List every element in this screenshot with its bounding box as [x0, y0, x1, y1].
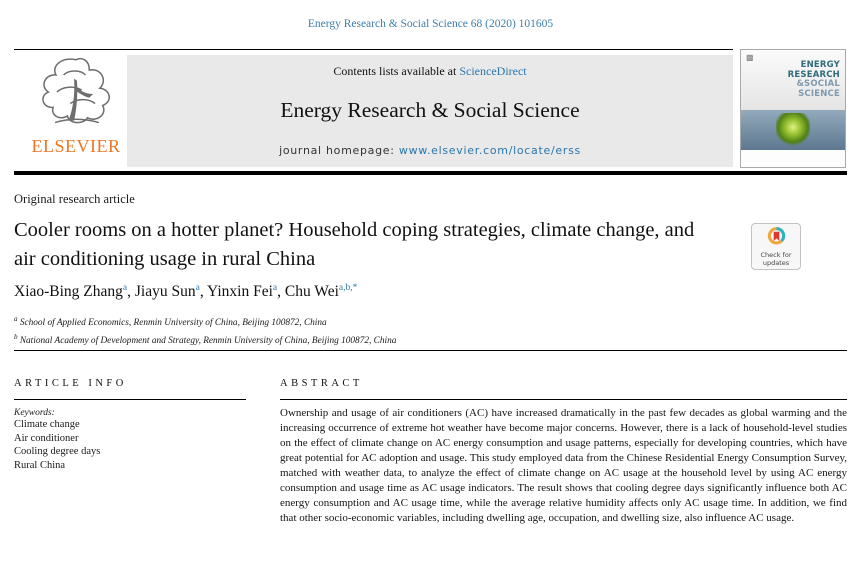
check-for-updates-badge[interactable] — [751, 223, 801, 270]
homepage-url-link[interactable]: www.elsevier.com/locate/erss — [398, 144, 581, 157]
masthead-banner — [127, 55, 733, 167]
article-info-rule — [14, 399, 246, 400]
homepage-line — [127, 144, 733, 157]
article-info-column — [14, 372, 246, 472]
elsevier-tree-icon — [27, 54, 125, 134]
abstract-column — [280, 372, 847, 526]
contents-prefix: Contents lists available at — [333, 64, 460, 78]
cover-title-line3: &SOCIAL — [796, 79, 840, 89]
masthead-bottom-rule — [14, 171, 847, 175]
elsevier-wordmark: ELSEVIER — [31, 136, 121, 156]
keyword-item: Climate change — [14, 419, 80, 430]
affiliation-list — [14, 313, 396, 348]
contents-line — [127, 64, 733, 79]
crossmark-icon — [766, 226, 787, 252]
journal-title: Energy Research & Social Science — [280, 98, 580, 122]
cover-title-line1: ENERGY — [800, 60, 840, 70]
keyword-item: Rural China — [14, 459, 66, 471]
abstract-rule — [280, 399, 847, 400]
article-type-label: Original research article — [14, 192, 135, 206]
author-affil-sup: a — [272, 283, 278, 293]
sciencedirect-link[interactable]: ScienceDirect — [459, 64, 527, 78]
author: Yinxin Fei$^a$, — [207, 283, 285, 301]
cover-globe-icon — [776, 113, 810, 147]
journal-cover-thumbnail[interactable] — [740, 49, 846, 168]
cover-title-line4: SCIENCE — [798, 88, 840, 99]
cover-title — [788, 61, 840, 99]
abstract-heading: ABSTRACT — [280, 378, 363, 389]
affiliation: $^b$ National Academy of Development and Strategy, Renmin University of China, Beijing 100872, China — [14, 332, 397, 346]
keywords-label: Keywords: — [14, 408, 55, 418]
author: Jiayu Sun$^a$, — [134, 283, 208, 301]
author: Chu Wei$^{a,b,*}$ — [284, 283, 358, 301]
cover-mini-logo-icon: ▩ — [746, 53, 754, 62]
author-list — [14, 283, 357, 301]
paper-title: Cooler rooms on a hotter planet? Household coping strategies, climate change, and air conditioning usage in rural China — [14, 219, 695, 270]
cover-title-line2: RESEARCH — [787, 69, 840, 80]
masthead-top-rule — [14, 49, 733, 50]
elsevier-logo[interactable] — [27, 54, 125, 157]
article-info-heading: ARTICLE INFO — [14, 378, 127, 389]
section-divider-rule — [14, 350, 847, 351]
author-affil-sup: a — [122, 283, 128, 293]
keyword-item: Cooling degree days — [14, 446, 101, 457]
affiliation: $^a$ School of Applied Economics, Renmin University of China, Beijing 100872, China — [14, 315, 327, 329]
abstract-text: Ownership and usage of air conditioners (AC) have increased dramatically in the past few decades as global warming and the increasing occurrence of extreme hot weather have become major concerns. However, there is a lack of household-level studies on the effect of climate change on AC energy consumption and usage patterns, especially for developing countries, which have great potential for AC adoption and usage. This study employed data from the Chinese Residential Energy Consumption Survey, matched with weather data, to analyze the effect of climate change on AC usage at the household level by using AC energy consumption and usage time as AC usage indicators. The result shows that cooling degree days significantly influence both AC energy consumption and AC usage time, while the average relative humidity affects only AC usage time. In addition, we find that other socio-economic variables, including dwelling age, occupation, and dwelling size, also influence AC usage. — [280, 407, 847, 524]
author: Xiao-Bing Zhang$^a$, — [14, 283, 135, 301]
author-affil-sup: a,b,* — [338, 283, 358, 293]
homepage-prefix: journal homepage: — [279, 144, 399, 157]
journal-citation-link[interactable]: Energy Research & Social Science 68 (2020) 101605 — [307, 18, 554, 30]
check-updates-label: Check for updates — [760, 251, 792, 267]
keyword-item: Air conditioner — [14, 432, 79, 444]
author-affil-sup: a — [195, 283, 200, 293]
